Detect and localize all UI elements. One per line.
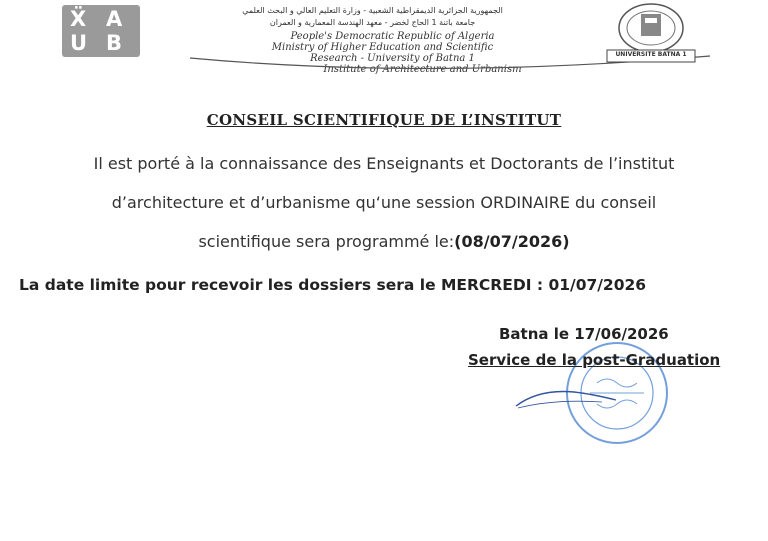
session-date: (08/07/2026)	[454, 232, 570, 251]
announcement-paragraph	[0, 150, 768, 267]
english-header-line: People's Democratic Republic of Algeria	[290, 31, 495, 42]
paragraph-text: scientifique sera programmé le:	[198, 232, 455, 251]
english-header-line: Research - University of Batna 1	[310, 53, 475, 64]
title-text: CONSEIL SCIENTIFIQUE DE L’INSTITUT	[206, 111, 562, 129]
signature-service: Service de la post-Graduation	[468, 351, 721, 369]
page-title	[0, 111, 768, 129]
university-seal	[601, 2, 701, 64]
logo-letter: U	[70, 31, 88, 55]
logo-letter: Ẍ	[70, 7, 87, 31]
arabic-header-line: الجمهورية الجزائرية الديمقراطية الشعبية - وزارة التعليم العالي و البحث العلمي	[242, 6, 503, 15]
english-header-line: Ministry of Higher Education and Scientific	[271, 42, 494, 53]
deadline-notice: La date limite pour recevoir les dossiers sera le MERCREDI : 01/07/2026	[19, 276, 647, 294]
paragraph-line: d’architecture et d’urbanisme qu‘une session ORDINAIRE du conseil	[111, 193, 657, 212]
logo-letter: A	[106, 7, 123, 31]
institute-logo	[62, 5, 140, 57]
signature-date: Batna le 17/06/2026	[499, 325, 669, 343]
logo-letter: B	[106, 31, 123, 55]
arabic-header-line: جامعة باتنة 1 الحاج لخضر - معهد الهندسة المعمارية و العمران	[269, 18, 476, 27]
english-header-line: Institute of Architecture and Urbanism	[323, 64, 522, 75]
paragraph-line	[0, 228, 768, 267]
paragraph-line: Il est porté à la connaissance des Enseignants et Doctorants de l’institut	[93, 154, 675, 173]
handwritten-signature	[512, 380, 622, 420]
seal-caption: UNIVERSITE BATNA 1	[615, 51, 687, 58]
